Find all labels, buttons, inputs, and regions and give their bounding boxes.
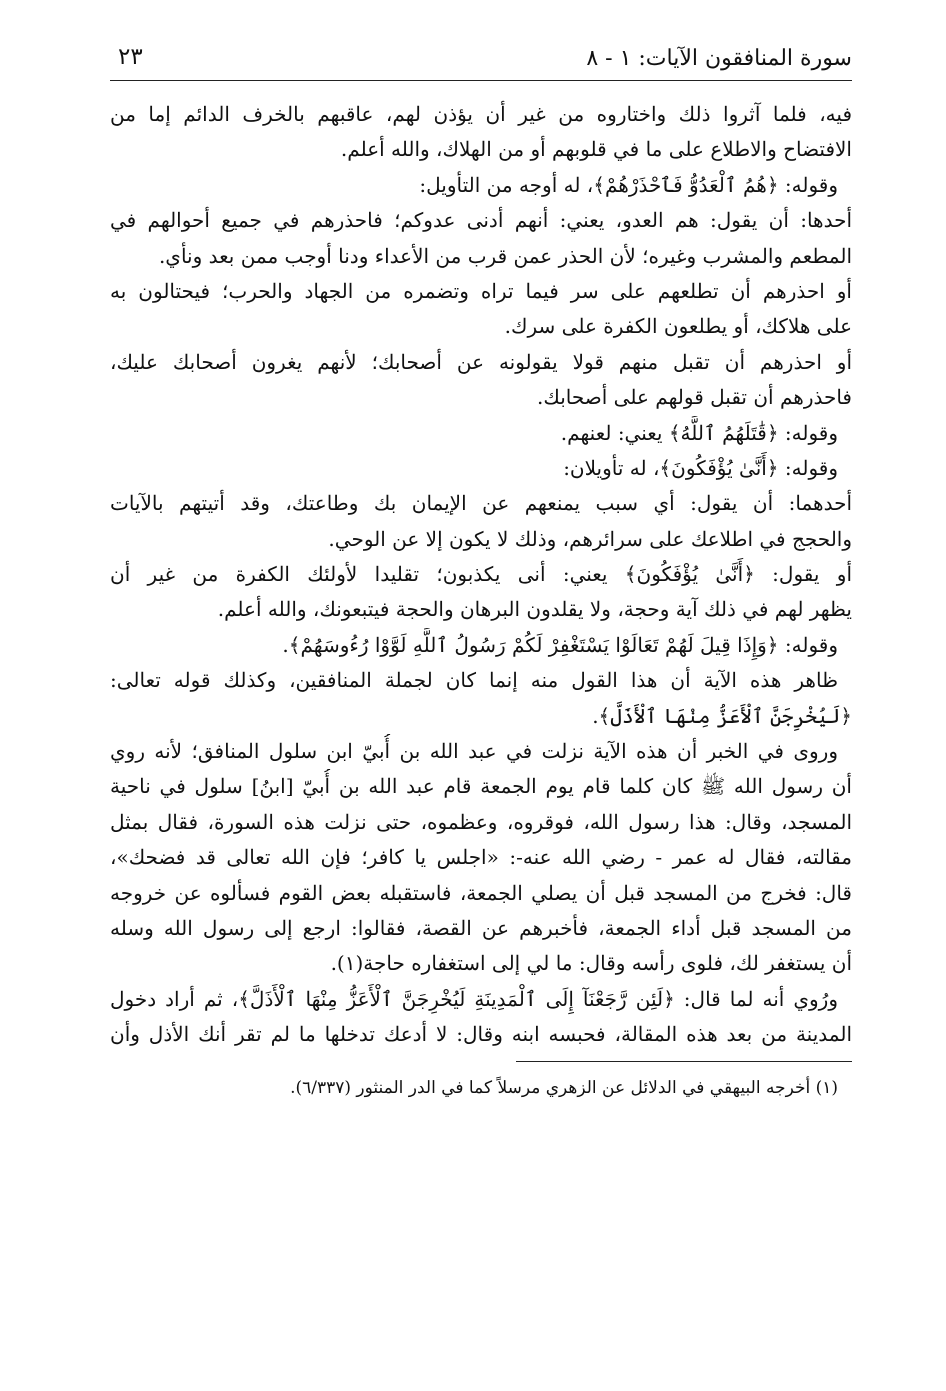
text-line: ورُوي أنه لما قال: ﴿لَئِن رَّجَعْنَآ إِلَى ٱلْمَدِينَةِ لَيُخْرِجَنَّ ٱلْأَعَزُّ مِنْهَا ٱلْأَذَلَّ﴾، ثم أراد دخول bbox=[110, 986, 838, 1011]
text-line: فيه، فلما آثروا ذلك واختاروه من غير أن يؤذن لهم، عاقبهم بالخرف الدائم إما من bbox=[110, 102, 852, 126]
text-line: يظهر لهم في ذلك آية وحجة، ولا يقلدون البرهان والحجة فيتبعونك، والله أعلم. bbox=[217, 597, 852, 622]
text-line: ظاهر هذه الآية أن هذا القول منه إنما كان لجملة المنافقين، وكذلك قوله تعالى: bbox=[110, 668, 838, 693]
text-line: مقالته، فقال له عمر - رضي الله عنه-: «اجلس يا كافر؛ فإن الله تعالى قد فضحك»، bbox=[110, 845, 852, 870]
page-body bbox=[110, 97, 852, 1053]
text-line: أن رسول الله ﷺ كان كلما قام يوم الجمعة قام عبد الله بن أُبيّ [ابنُ] سلول في ناحية bbox=[110, 774, 852, 799]
text-line: على هلاكك، أو يطلعون الكفرة على سرك. bbox=[504, 314, 852, 339]
page-number: ٢٣ bbox=[118, 44, 143, 70]
page-header bbox=[110, 40, 852, 81]
footnote: (١) أخرجه البيهقي في الدلائل عن الزهري مرسلاً كما في الدر المنثور (٦/٣٣٧). bbox=[290, 1077, 838, 1098]
text-line: المدينة من بعد هذه المقالة، فحبسه ابنه وقال: لا أدعك تدخلها ما لم تقر أنك الأذل وأن bbox=[110, 1022, 852, 1047]
text-line: أو احذرهم أن تطلعهم على سر فيما تراه وتضمره من الجهاد والحرب؛ فيحتالون به bbox=[110, 278, 852, 303]
text-line: قال: فخرج من المسجد قبل أن يصلي الجمعة، فاستقبله بعض القوم فسألوه عن خروجه bbox=[110, 880, 852, 905]
text-line: وقوله: ﴿وَإِذَا قِيلَ لَهُمْ تَعَالَوْا يَسْتَغْفِرْ لَكُمْ رَسُولُ ٱللَّهِ لَوَّوْا رُءُوسَهُمْ﴾. bbox=[282, 632, 838, 657]
running-title: سورة المنافقون الآيات: ١ - ٨ bbox=[586, 46, 852, 71]
text-line: المطعم والمشرب وغيره؛ لأن الحذر عمن قرب من الأعداء ودنا أوجب ممن بعد ونأي. bbox=[158, 243, 852, 268]
text-line: أن يستغفر لك، فلوى رأسه وقال: ما لي إلى استغفاره حاجة(١). bbox=[330, 951, 852, 976]
book-page bbox=[110, 40, 852, 1100]
text-line: ﴿لَيُخْرِجَنَّ ٱلْأَعَزُّ مِنْهَا ٱلْأَذَلَّ﴾. bbox=[592, 703, 852, 728]
text-line: أحدها: أن يقول: هم العدو، يعني: أنهم أدنى عدوكم؛ فاحذرهم في جميع أحوالهم في bbox=[110, 208, 852, 233]
text-line: أو يقول: ﴿أَنَّىٰ يُؤْفَكُونَ﴾ يعني: أنى يكذبون؛ تقليدا لأولئك الكفرة من غير أن bbox=[110, 562, 852, 587]
text-line: المسجد، وقال: هذا رسول الله، فوقروه، وعظموه، حتى نزلت هذه السورة، فقال بمثل bbox=[110, 809, 852, 834]
text-line: وروى في الخبر أن هذه الآية نزلت في عبد الله بن أُبيّ ابن سلول المنافق؛ لأنه روي bbox=[110, 739, 838, 764]
text-line: وقوله: ﴿قَٰتَلَهُمُ ٱللَّهُ﴾ يعني: لعنهم. bbox=[560, 420, 838, 445]
text-line: وقوله: ﴿هُمُ ٱلْعَدُوُّ فَٱحْذَرْهُمْ﴾، له أوجه من التأويل: bbox=[419, 172, 838, 197]
text-line: أحدهما: أن يقول: أي سبب يمنعهم عن الإيمان بك وطاعتك، وقد أتيتهم بالآيات bbox=[110, 491, 852, 516]
text-line: أو احذرهم أن تقبل منهم قولا يقولونه عن أصحابك؛ لأنهم يغرون أصحابك عليك، bbox=[110, 349, 852, 374]
text-line: من المسجد قبل أداء الجمعة، فأخبرهم عن القصة، فقالوا: ارجع إلى رسول الله وسله bbox=[110, 915, 852, 940]
text-line: والحجج في اطلاعك على سرائرهم، وذلك لا يكون إلا عن الوحي. bbox=[328, 526, 852, 551]
footnote-divider bbox=[516, 1061, 852, 1062]
text-line: الافتضاح والاطلاع على ما في قلوبهم أو من الهلاك، والله أعلم. bbox=[340, 137, 852, 162]
text-line: فاحذرهم أن تقبل قولهم على أصحابك. bbox=[537, 385, 852, 410]
text-line: وقوله: ﴿أَنَّىٰ يُؤْفَكُونَ﴾، له تأويلان: bbox=[563, 455, 838, 480]
